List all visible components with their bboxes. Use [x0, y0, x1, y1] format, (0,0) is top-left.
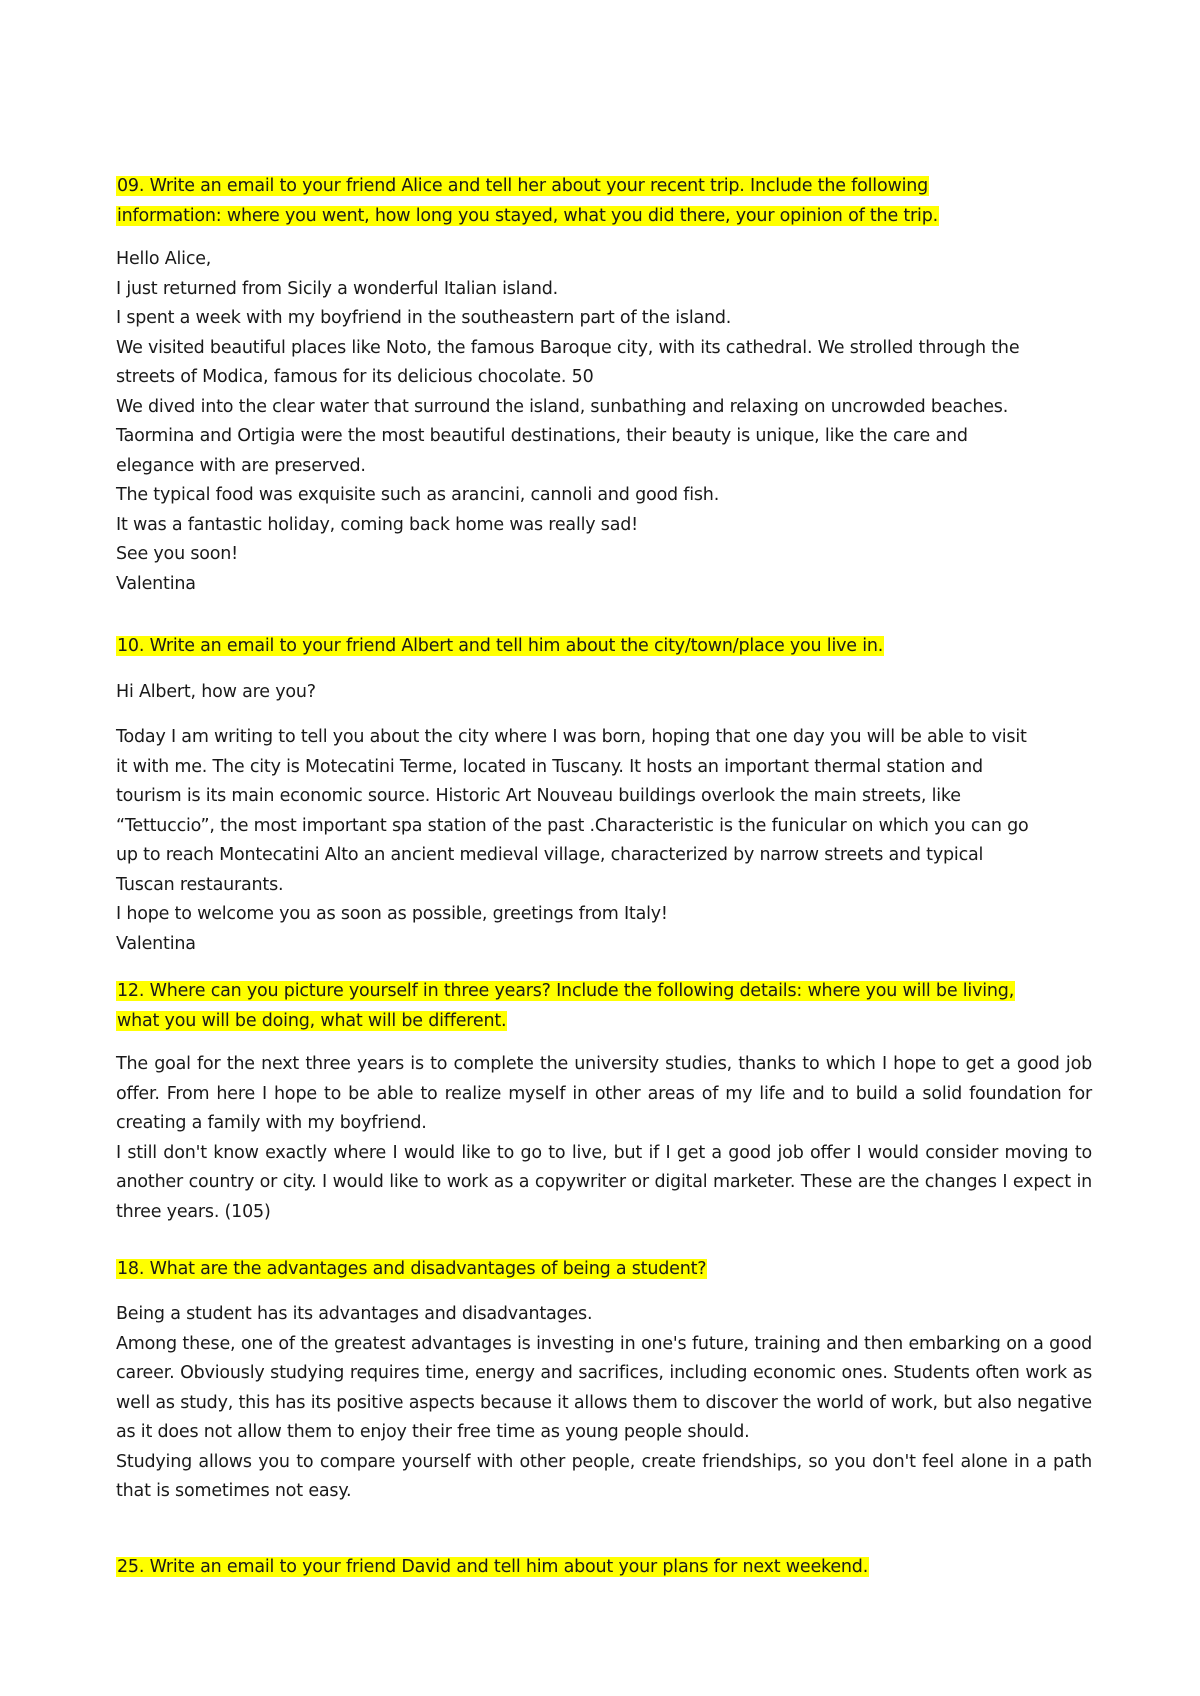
answer-line: tourism is its main economic source. Historic Art Nouveau buildings overlook the main streets, like — [116, 786, 961, 806]
question-line: information: where you went, how long you stayed, what you did there, your opinion of the trip. — [117, 205, 938, 226]
answer-line: I hope to welcome you as soon as possible, greetings from Italy! — [116, 904, 668, 924]
question-12 — [116, 977, 1096, 1036]
question-line: 10. Write an email to your friend Albert and tell him about the city/town/place you live in. — [117, 636, 884, 656]
answer-line: Hi Albert, how are you? — [116, 682, 316, 702]
answer-line: up to reach Montecatini Alto an ancient medieval village, characterized by narrow streets and typical — [116, 845, 984, 865]
question-10 — [116, 632, 1096, 662]
question-line: 09. Write an email to your friend Alice and tell her about your recent trip. Include the following — [117, 176, 929, 196]
answer-18 — [116, 1300, 1096, 1507]
answer-line: We dived into the clear water that surround the island, sunbathing and relaxing on uncrowded beaches. — [116, 396, 1009, 417]
answer-line: elegance with are preserved. — [116, 455, 366, 476]
answer-line: We visited beautiful places like Noto, the famous Baroque city, with its cathedral. We strolled through the — [116, 337, 1020, 358]
question-09 — [116, 172, 1096, 231]
answer-line: Hello Alice, — [116, 249, 212, 269]
answer-line: Valentina — [116, 933, 196, 954]
answer-10 — [116, 723, 1096, 959]
question-line: 12. Where can you picture yourself in three years? Include the following details: where you will be living, — [117, 981, 1015, 1001]
question-25 — [116, 1553, 1096, 1583]
question-18 — [116, 1255, 1096, 1285]
answer-paragraph: I still don't know exactly where I would like to go to live, but if I get a good job offer I would consider moving to another country or city. I would like to work as a copywriter or digital marketer. These are the changes I expect in three years. (105) — [116, 1142, 1092, 1222]
answer-line: Tuscan restaurants. — [116, 874, 284, 895]
answer-line: I just returned from Sicily a wonderful Italian island. — [116, 278, 559, 299]
question-line: what you will be doing, what will be different. — [117, 1010, 507, 1031]
question-line: 18. What are the advantages and disadvantages of being a student? — [117, 1259, 707, 1279]
answer-line: Being a student has its advantages and disadvantages. — [116, 1304, 593, 1324]
answer-paragraph: Studying allows you to compare yourself with other people, create friendships, so you don't feel alone in a path that is sometimes not easy. — [116, 1451, 1092, 1501]
answer-line: The typical food was exquisite such as arancini, cannoli and good fish. — [116, 485, 720, 505]
answer-paragraph: The goal for the next three years is to complete the university studies, thanks to which I hope to get a good job offer. From here I hope to be able to realize myself in other areas of my life and to build a solid foundation for creating a family with my boyfriend. — [116, 1054, 1092, 1133]
answer-line: “Tettuccio”, the most important spa station of the past .Characteristic is the funicular on which you can go — [116, 815, 1029, 836]
answer-paragraph: Among these, one of the greatest advantages is investing in one's future, training and then embarking on a good career. Obviously studying requires time, energy and sacrifices, including economic ones. Students often work as well as study, this has its positive aspects because it allows them to discover the world of work, but also negative as it does not allow them to enjoy their free time as young people should. — [116, 1333, 1092, 1442]
answer-12 — [116, 1050, 1096, 1227]
answer-09 — [116, 245, 1096, 599]
answer-line: It was a fantastic holiday, coming back home was really sad! — [116, 514, 638, 535]
answer-line: Valentina — [116, 573, 196, 594]
answer-line: streets of Modica, famous for its delicious chocolate. 50 — [116, 367, 594, 387]
answer-line: Today I am writing to tell you about the city where I was born, hoping that one day you will be able to visit — [116, 727, 1027, 747]
answer-line: See you soon! — [116, 544, 238, 564]
answer-line: Taormina and Ortigia were the most beautiful destinations, their beauty is unique, like the care and — [116, 426, 968, 446]
question-line: 25. Write an email to your friend David and tell him about your plans for next weekend. — [117, 1557, 869, 1577]
greeting-10 — [116, 678, 1096, 708]
answer-line: it with me. The city is Motecatini Terme, located in Tuscany. It hosts an important thermal station and — [116, 756, 983, 777]
answer-line: I spent a week with my boyfriend in the southeastern part of the island. — [116, 308, 732, 328]
